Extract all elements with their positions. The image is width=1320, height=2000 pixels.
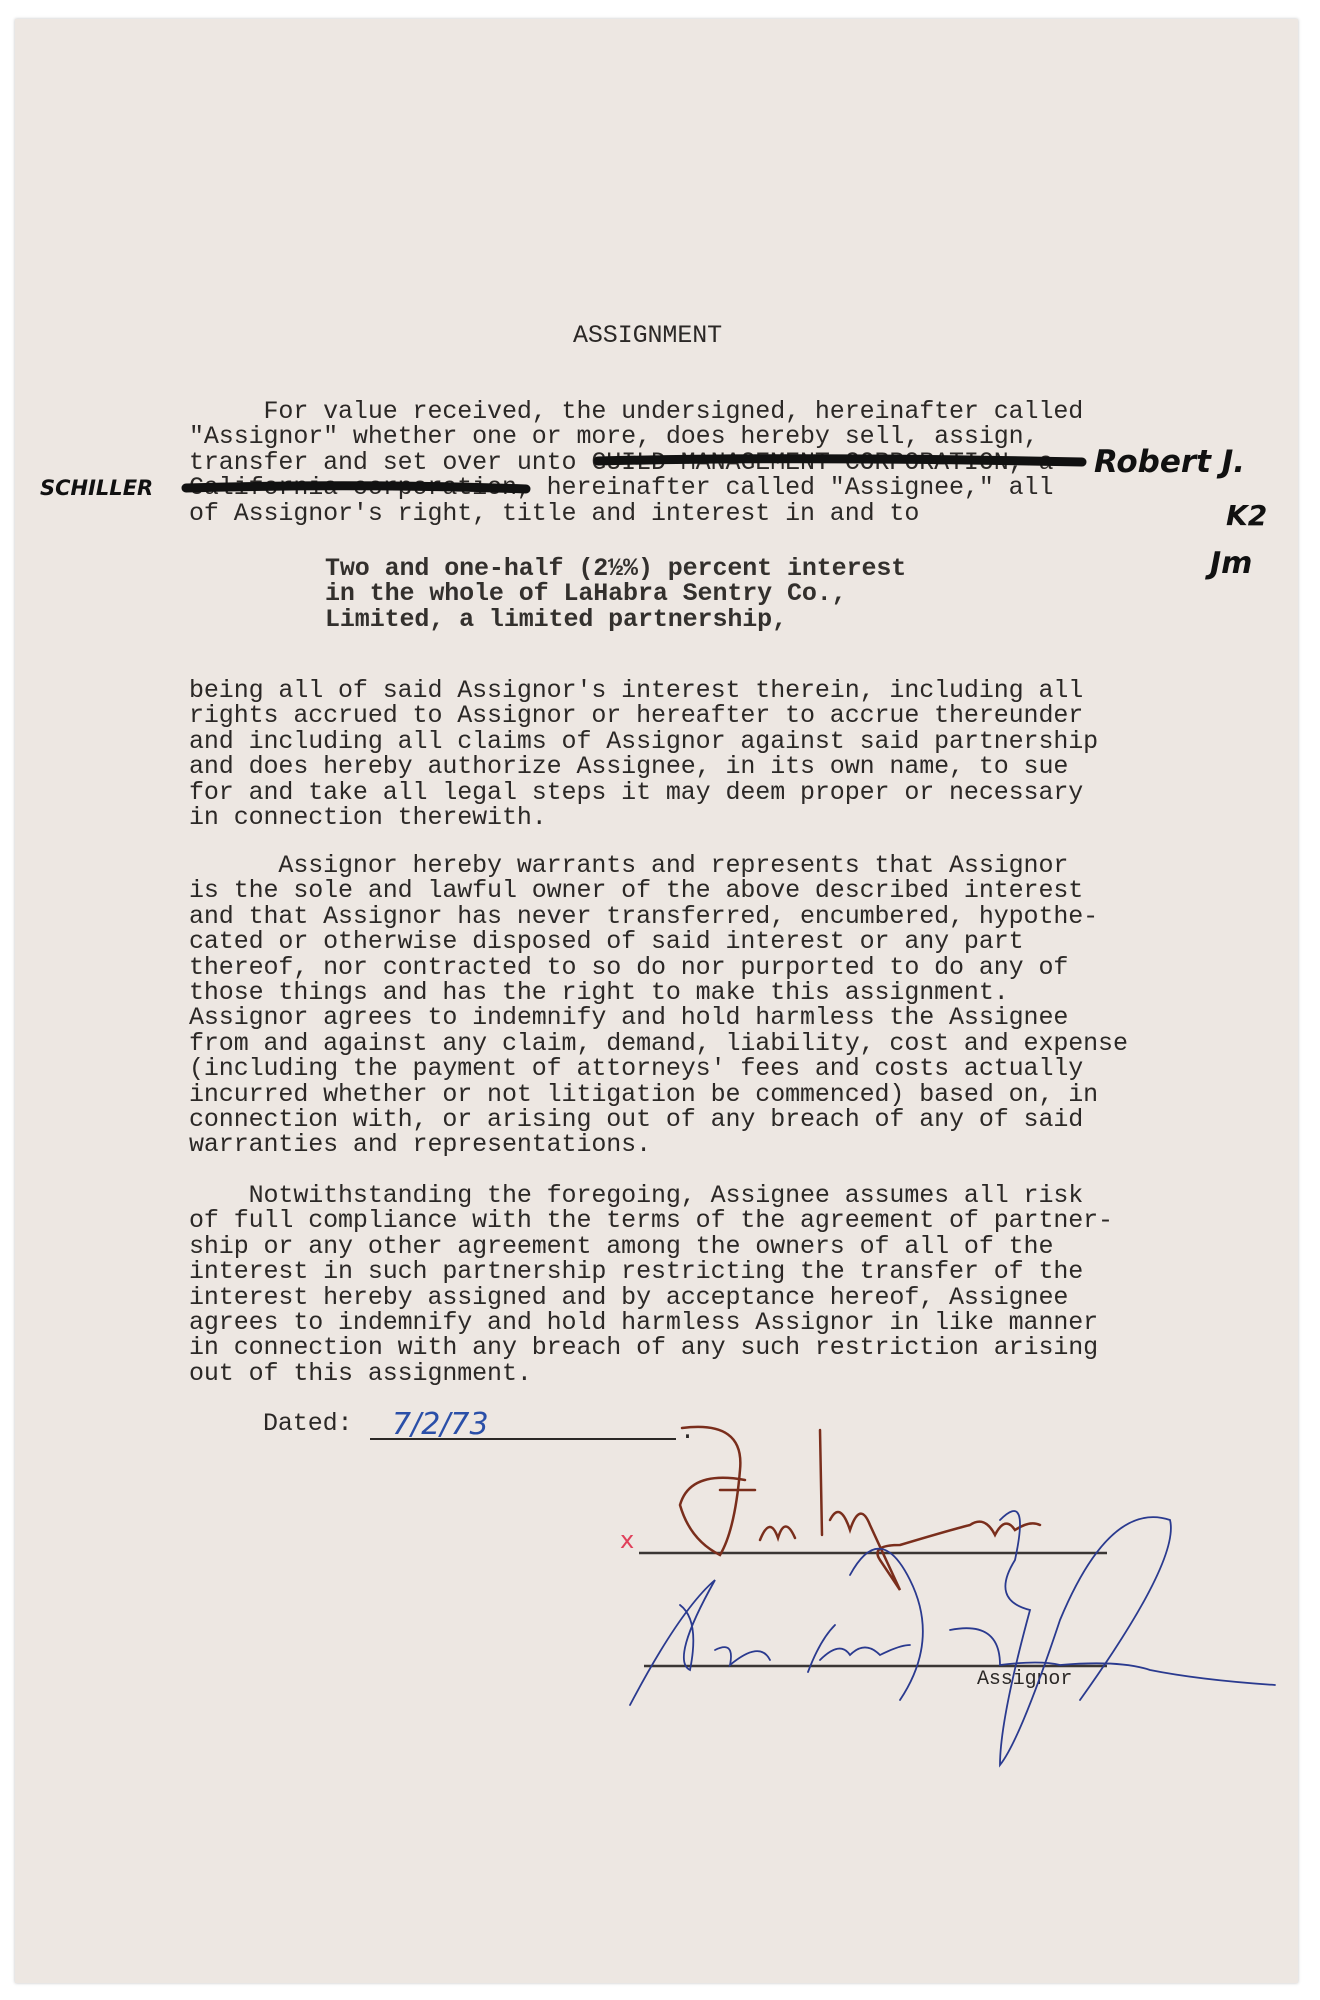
text-line: connection with, or arising out of any breach of any of said <box>189 1104 1084 1134</box>
text-line: being all of said Assignor's interest therein, including all <box>189 676 1084 705</box>
text-line: rights accrued to Assignor or hereafter to accrue thereunder <box>189 701 1084 731</box>
signature-neile-adams-mcqueen <box>630 1511 1275 1765</box>
strikethrough-mark <box>598 459 1082 462</box>
signature-steve-mcqueen <box>680 1427 1040 1590</box>
dated-label: Dated: <box>263 1409 353 1438</box>
text-line: out of this assignment. <box>189 1358 532 1388</box>
text-line: incurred whether or not litigation be commenced) based on, in <box>189 1079 1099 1109</box>
text-line: and does hereby authorize Assignee, in its own name, to sue <box>189 752 1069 782</box>
text-line: California corporation, hereinafter called "Assignee," all <box>189 473 1054 503</box>
text-line: transfer and set over unto GUILD MANAGEMENT CORPORATION, a <box>189 447 1054 477</box>
text-line: in connection with any breach of any such restriction arising <box>189 1333 1099 1363</box>
text-line: is the sole and lawful owner of the above described interest <box>189 876 1084 906</box>
strikethrough-mark <box>186 486 526 489</box>
text-line: Assignor hereby warrants and represents that Assignor <box>189 851 1069 880</box>
text-line: "Assignor" whether one or more, does hereby sell, assign, <box>189 422 1039 452</box>
text-line: for and take all legal steps it may deem proper or necessary <box>189 777 1084 807</box>
text-line: ship or any other agreement among the owners of all of the <box>189 1231 1054 1261</box>
text-line: from and against any claim, demand, liability, cost and expense <box>189 1028 1128 1058</box>
assignor-label: Assignor <box>977 1668 1073 1691</box>
signer-mark-x: x <box>620 1526 635 1554</box>
text-line: (including the payment of attorneys' fees and costs actually <box>189 1054 1084 1084</box>
text-line: For value received, the undersigned, hereinafter called <box>189 397 1084 426</box>
text-line: cated or otherwise disposed of said interest or any part <box>189 927 1024 957</box>
text-line: of full compliance with the terms of the agreement of partner- <box>189 1206 1113 1236</box>
dated-period: . <box>680 1417 696 1446</box>
inserted-name-handwritten: SCHILLER <box>40 476 154 500</box>
text-line: interest in such partnership restricting the transfer of the <box>189 1257 1084 1287</box>
text-line: thereof, nor contracted to so do nor purported to do any of <box>189 952 1069 982</box>
text-line: and including all claims of Assignor against said partnership <box>189 726 1099 756</box>
text-line: interest hereby assigned and by acceptance hereof, Assignee <box>189 1282 1069 1312</box>
text-line: of Assignor's right, title and interest in and to <box>189 498 920 528</box>
margin-initials-handwritten: K2 <box>1226 499 1268 532</box>
text-line: and that Assignor has never transferred, encumbered, hypothe- <box>189 901 1099 931</box>
text-line: Two and one-half (2½%) percent interest <box>325 554 907 583</box>
text-line: in connection therewith. <box>189 802 547 832</box>
text-line: those things and has the right to make this assignment. <box>189 977 1009 1007</box>
date-handwritten: 7/2/73 <box>392 1407 489 1442</box>
text-line: in the whole of LaHabra Sentry Co., <box>325 579 847 609</box>
margin-name-handwritten: Robert J. <box>1094 444 1246 480</box>
margin-initials-handwritten: Jm <box>1210 546 1253 581</box>
document-title: ASSIGNMENT <box>573 321 723 350</box>
text-line: Limited, a limited partnership, <box>325 604 787 634</box>
text-line: warranties and representations. <box>189 1130 651 1160</box>
text-line: Assignor agrees to indemnify and hold harmless the Assignee <box>189 1003 1069 1033</box>
text-line: Notwithstanding the foregoing, Assignee assumes all risk <box>189 1181 1084 1210</box>
text-line: agrees to indemnify and hold harmless Assignor in like manner <box>189 1307 1099 1337</box>
